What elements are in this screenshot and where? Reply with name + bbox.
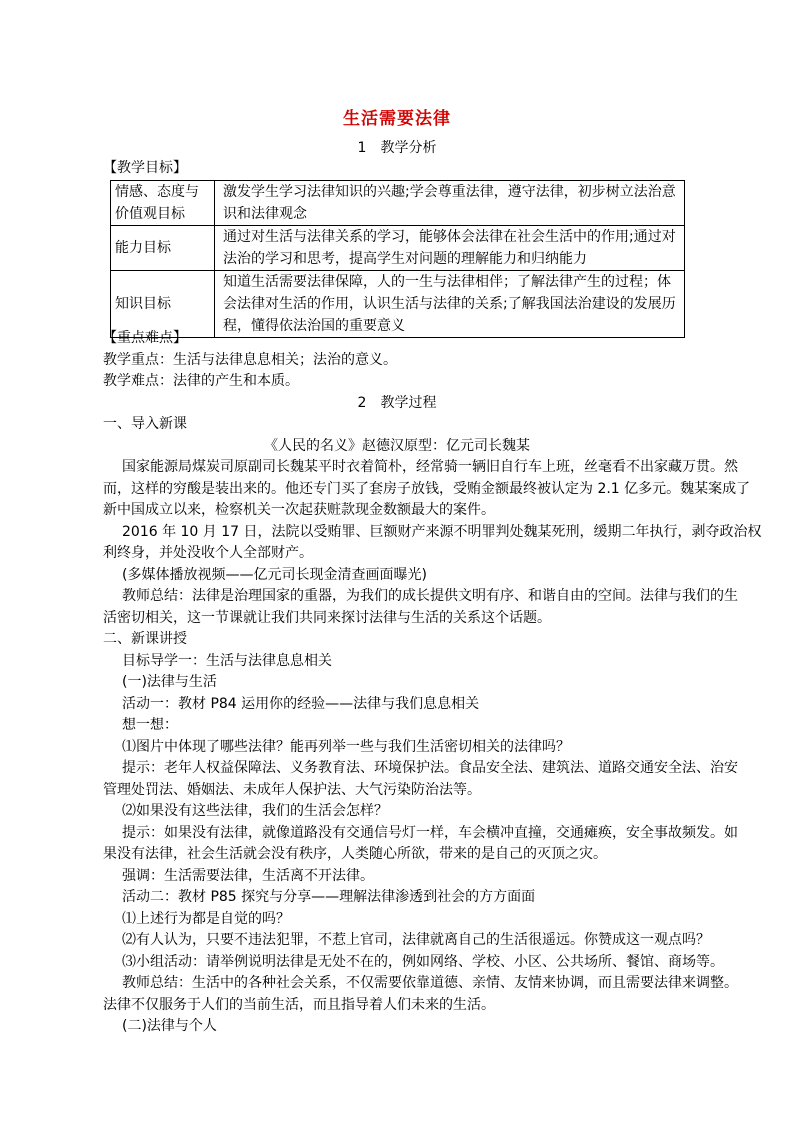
paragraph-line: 强调：生活需要法律，生活离不开法律。 bbox=[122, 868, 374, 884]
paragraph-line: 活动一：教材 P84 运用你的经验——法律与我们息息相关 bbox=[122, 696, 480, 712]
paragraph-line: 新中国成立以来，检察机关一次起获赃款现金数额最大的案件。 bbox=[103, 502, 495, 518]
paragraph-line: 活动二：教材 P85 探究与分享——理解法律渗透到社会的方方面面 bbox=[122, 889, 536, 905]
table-row bbox=[111, 226, 685, 271]
goal-text: 通过对生活与法律关系的学习，能够体会法律在社会生活中的作用;通过对法治的学习和思考，提高学生对问题的理解能力和归纳能力 bbox=[215, 226, 685, 271]
goal-text: 激发学生学习法律知识的兴趣;学会尊重法律，遵守法律，初步树立法治意识和法律观念 bbox=[215, 181, 685, 226]
paragraph-line: 国家能源局煤炭司原副司长魏某平时衣着简朴，经常骑一辆旧自行车上班，丝毫看不出家藏万贯。然 bbox=[122, 459, 738, 475]
paragraph-line: (多媒体播放视频——亿元司长现金清查画面曝光) bbox=[122, 567, 427, 583]
paragraph-line: 利终身，并处没收个人全部财产。 bbox=[103, 545, 313, 561]
paragraph-line: ⑶小组活动：请举例说明法律是无处不在的，例如网络、学校、小区、公共场所、餐馆、商场等。 bbox=[122, 954, 724, 970]
paragraph-line: 教师总结：法律是治理国家的重器，为我们的成长提供文明有序、和谐自由的空间。法律与我们的生 bbox=[122, 588, 738, 604]
intro-heading: 一、导入新课 bbox=[103, 416, 187, 432]
case-title: 《人民的名义》赵德汉原型：亿元司长魏某 bbox=[264, 438, 530, 454]
document-title: 生活需要法律 bbox=[343, 109, 451, 129]
section-subheading: 二、新课讲授 bbox=[103, 631, 187, 647]
teaching-goals-table bbox=[110, 180, 685, 338]
key-points-heading: 【重点难点】 bbox=[103, 330, 187, 346]
goal-label: 能力目标 bbox=[111, 226, 215, 271]
goal-label: 知识目标 bbox=[111, 271, 215, 338]
paragraph-line: 提示：老年人权益保障法、义务教育法、环境保护法。食品安全法、建筑法、道路交通安全法、治安 bbox=[122, 760, 738, 776]
paragraph-line: 管理处罚法、婚姻法、未成年人保护法、大气污染防治法等。 bbox=[103, 782, 481, 798]
paragraph-line: 活密切相关，这一节课就让我们共同来探讨法律与生活的关系这个话题。 bbox=[103, 610, 551, 626]
paragraph-line: 果没有法律，社会生活就会没有秩序，人类随心所欲，带来的是自己的灭顶之灾。 bbox=[103, 846, 607, 862]
goals-heading: 【教学目标】 bbox=[103, 160, 187, 176]
paragraph-line: ⑵有人认为，只要不违法犯罪，不惹上官司，法律就离自己的生活很遥远。你赞成这一观点吗？ bbox=[122, 932, 710, 948]
difficult-point-text: 教学难点：法律的产生和本质。 bbox=[103, 373, 299, 389]
paragraph-line: 法律不仅服务于人们的当前生活，而且指导着人们未来的生活。 bbox=[103, 997, 495, 1013]
paragraph-line: 而，这样的穷酸是装出来的。他还专门买了套房子放钱，受贿金额最终被认定为 2.1 亿多元。魏某案成了 bbox=[103, 481, 751, 497]
paragraph-line: 2016 年 10 月 17 日，法院以受贿罪、巨额财产来源不明罪判处魏某死刑，缓期二年执行，剥夺政治权 bbox=[122, 524, 762, 540]
paragraph-line: (二)法律与个人 bbox=[122, 1018, 217, 1034]
paragraph-line: ⑴图片中体现了哪些法律？能再列举一些与我们生活密切相关的法律吗？ bbox=[122, 739, 570, 755]
section-heading-process: 2 教学过程 bbox=[357, 395, 437, 411]
paragraph-line: 目标导学一：生活与法律息息相关 bbox=[122, 653, 332, 669]
paragraph-line: ⑴上述行为都是自觉的吗？ bbox=[122, 911, 290, 927]
section-heading-analysis: 1 教学分析 bbox=[357, 140, 437, 156]
paragraph-line: 想一想： bbox=[122, 717, 178, 733]
paragraph-line: ⑵如果没有这些法律，我们的生活会怎样？ bbox=[122, 803, 388, 819]
key-point-text: 教学重点：生活与法律息息相关；法治的意义。 bbox=[103, 352, 397, 368]
paragraph-line: (一)法律与生活 bbox=[122, 674, 217, 690]
goal-label: 情感、态度与价值观目标 bbox=[111, 181, 215, 226]
goal-text: 知道生活需要法律保障，人的一生与法律相伴；了解法律产生的过程；体会法律对生活的作用，认识生活与法律的关系;了解我国法治建设的发展历程，懂得依法治国的重要意义 bbox=[215, 271, 685, 338]
paragraph-line: 提示：如果没有法律，就像道路没有交通信号灯一样，车会横冲直撞，交通瘫痪，安全事故频发。如 bbox=[122, 825, 738, 841]
paragraph-line: 教师总结：生活中的各种社会关系，不仅需要依靠道德、亲情、友情来协调，而且需要法律来调整。 bbox=[122, 975, 738, 991]
table-row bbox=[111, 271, 685, 338]
table-row bbox=[111, 181, 685, 226]
